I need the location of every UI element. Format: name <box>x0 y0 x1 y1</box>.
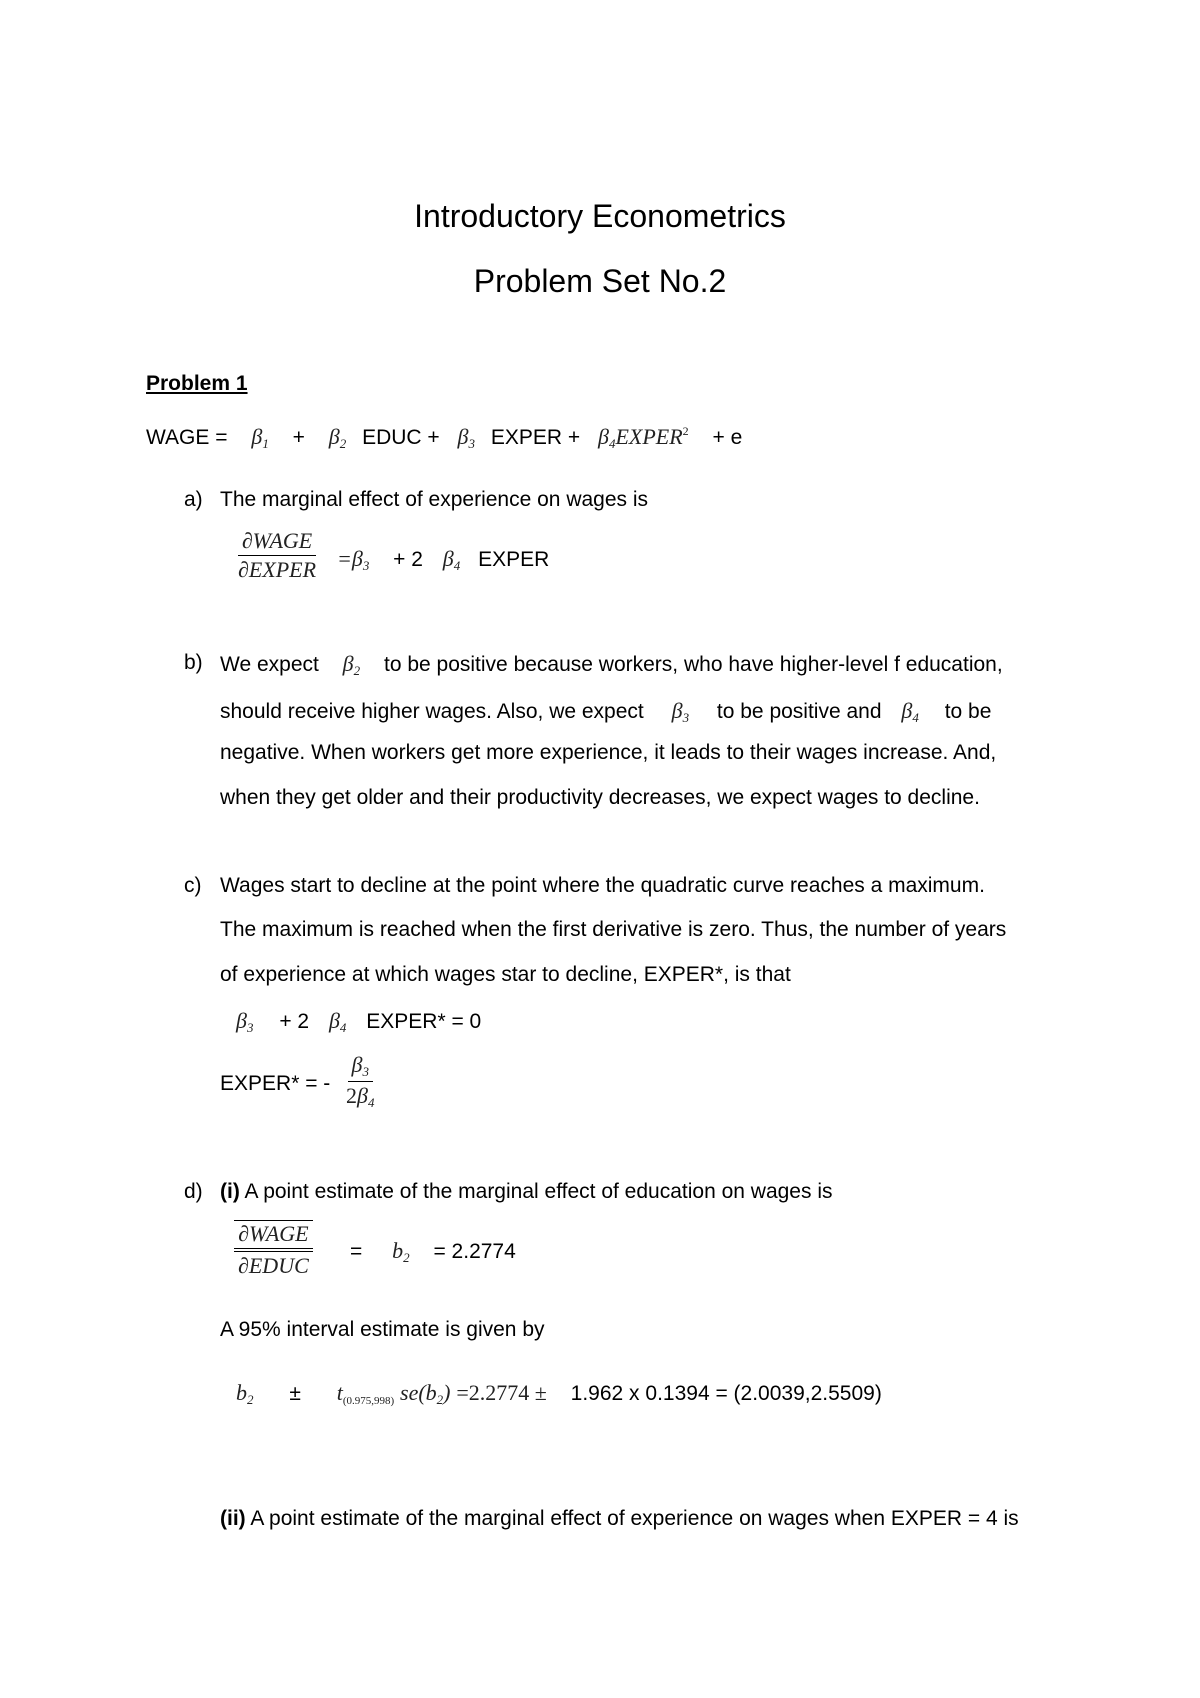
b2: $b_2$ <box>392 1238 410 1265</box>
beta3: $\beta_3$ <box>457 424 475 451</box>
part-d-ii-text: (ii) A point estimate of the marginal effect of experience on wages when EXPER = 4 is <box>220 1507 1019 1530</box>
problem-heading: Problem 1 <box>146 372 248 395</box>
beta2: $\beta_2$ <box>342 651 361 678</box>
part-c-line2: The maximum is reached when the first derivative is zero. Thus, the number of years <box>220 918 1007 941</box>
part-a-label: a) <box>184 488 203 511</box>
doc-subtitle: Problem Set No.2 <box>473 263 727 299</box>
part-b-label: b) <box>184 651 203 674</box>
beta2: $\beta_2$ <box>328 424 347 451</box>
model-lhs: WAGE = <box>146 426 228 449</box>
beta4: $\beta_4$ <box>442 546 461 573</box>
part-b-line2: should receive higher wages. Also, we expect $\beta_3$ to be positive and $\beta_4$ to be <box>220 698 992 725</box>
part-a-text: The marginal effect of experience on wages is <box>220 488 649 511</box>
model-equation <box>146 424 742 452</box>
partial-derivative-fraction: ∂WAGE ∂EXPER <box>238 528 317 582</box>
standard-error: $se(b_2)$ <box>400 1380 451 1407</box>
part-c-solution-lhs: EXPER* = - <box>220 1072 331 1095</box>
educ-term: EDUC + <box>362 426 440 449</box>
part-b-line1: We expect $\beta_2$ to be positive because workers, who have higher-level f education, <box>220 651 1003 678</box>
interval-estimate: $b_2 \pm t_{(0.975,998)}$ $se(b_2) =2.2774 \pm 1.962$ x 0.1394 = (2.0039,2.5509) <box>236 1380 882 1407</box>
part-a-equation: $=\beta_3 + 2$ $\beta_4$ EXPER <box>337 546 550 573</box>
beta3: $\beta_3$ <box>351 546 370 573</box>
solution-fraction: $\frac{\beta_3}{2\beta_4}$ <box>346 1052 375 1110</box>
part-d-i-equation: = $b_2 = 2.2774$ <box>350 1238 516 1265</box>
beta4: $\beta_4$ <box>328 1008 347 1035</box>
doc-title: Introductory Econometrics <box>414 198 786 234</box>
b2: $b_2$ <box>236 1380 254 1407</box>
exper-term: EXPER + <box>490 426 581 449</box>
beta1: $\beta_1$ <box>251 424 269 451</box>
part-c-equation: $\beta_3 + 2$ $\beta_4$ EXPER* = 0 <box>236 1008 482 1035</box>
t-critical: $t_{(0.975,998)}$ <box>336 1380 395 1407</box>
beta4-exper-sq: $\beta_4EXPER^2$ <box>597 424 689 451</box>
part-c-line3: of experience at which wages star to decline, EXPER*, is that <box>220 963 791 986</box>
part-d-i-text: (i) A point estimate of the marginal effect of education on wages is <box>220 1180 833 1203</box>
part-d-label: d) <box>184 1180 203 1203</box>
educ-derivative-fraction: ∂WAGE ∂EDUC <box>234 1220 313 1279</box>
part-b-line3: negative. When workers get more experience, it leads to their wages increase. And, <box>220 741 997 764</box>
error-term: + e <box>712 426 743 449</box>
part-c-label: c) <box>184 874 202 897</box>
part-c-line1: Wages start to decline at the point where the quadratic curve reaches a maximum. <box>220 874 985 897</box>
beta3: $\beta_3$ <box>671 698 690 725</box>
part-b-line4: when they get older and their productivity decreases, we expect wages to decline. <box>220 786 980 809</box>
beta4: $\beta_4$ <box>901 698 919 725</box>
beta3: $\beta_3$ <box>236 1008 254 1035</box>
interval-intro: A 95% interval estimate is given by <box>220 1318 545 1341</box>
plus-sign: + <box>292 426 305 449</box>
